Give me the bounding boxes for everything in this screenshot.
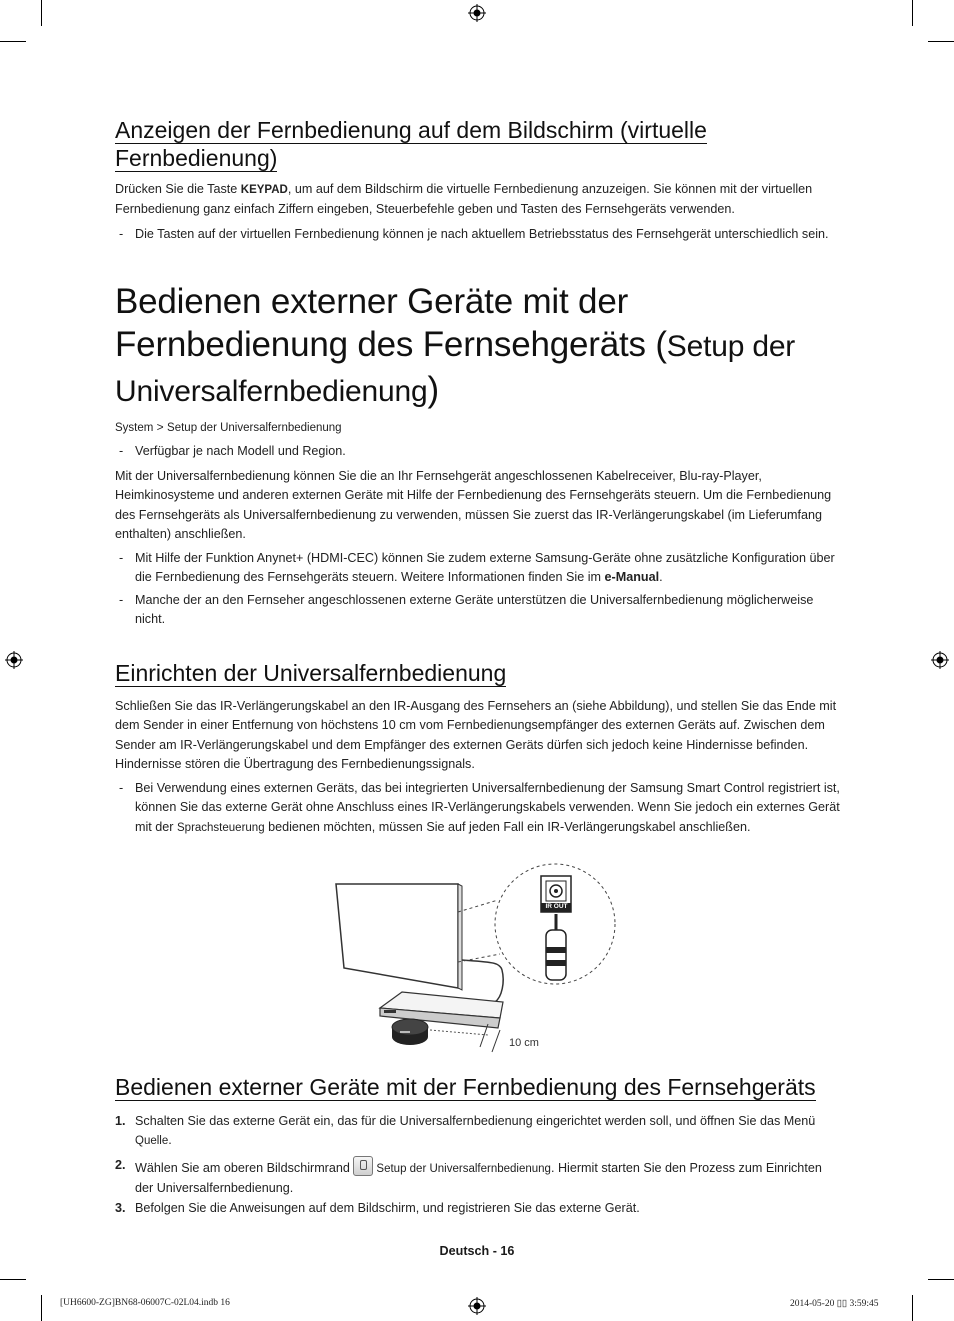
ir-out-label: IR OUT	[545, 903, 568, 910]
note-smart-control: - Bei Verwendung eines externen Geräts, das bei integrierten Universalfernbedienung der Samsung Smart Control registriert ist, können Sie das externe Gerät ohne Anschluss eines IR-Verlängerungskabels verwenden. Wenn Sie jedoch ein externes Gerät mit der Sprachsteuerung bedienen möchten, müssen Sie auf jeden Fall ein IR-Verlängerungskabel anschließen.	[119, 781, 840, 834]
note-availability: - Verfügbar je nach Modell und Region.	[119, 444, 346, 458]
ir-extender-illustration	[330, 862, 620, 1062]
voice-control-term: Sprachsteuerung	[177, 821, 265, 834]
keypad-key: KEYPAD	[240, 184, 288, 196]
menu-path-item: Setup der Universalfernbedienung	[167, 422, 342, 434]
crop-mark	[0, 41, 26, 42]
source-menu-term: Quelle	[135, 1135, 169, 1148]
menu-path-system: System	[115, 422, 154, 434]
note-anynet: - Mit Hilfe der Funktion Anynet+ (HDMI-CEC) können Sie zudem externe Samsung-Geräte ohne zusätzliche Konfiguration über die Fernbedienung des Fernsehgeräts steuern. Weitere Informationen finden Sie im e-Manual.	[119, 551, 835, 585]
paragraph-setup: Schließen Sie das IR-Verlängerungskabel an den IR-Ausgang des Fernsehers an (siehe Abbildung), und stellen Sie das Ende mit dem Sender in einer Entfernung von höchstens 10 cm vom Fernbedienungsempfänger des externen Geräts auf. Zwischen dem Sender am IR-Verlängerungskabel und dem Empfänger des externen Geräts dürfen sich jedoch keine Hindernisse befinden. Hindernisse stören die Übertragung des Fernbedienungssignals.	[115, 699, 837, 771]
registration-mark-icon	[931, 651, 949, 669]
step-3: 3. Befolgen Sie die Anweisungen auf dem Bildschirm, und registrieren Sie das externe Gerät.	[115, 1201, 640, 1215]
ir-blaster-illustration	[392, 1019, 428, 1045]
tv-illustration	[336, 884, 462, 990]
registration-mark-icon	[468, 1297, 486, 1315]
setup-menu-term: Setup der Universalfernbedienung	[376, 1163, 551, 1175]
crop-mark	[41, 0, 42, 26]
universal-remote-setup-icon	[353, 1156, 373, 1176]
distance-label: 10 cm	[509, 1037, 539, 1049]
paragraph-keypad: Drücken Sie die Taste KEYPAD, um auf dem Bildschirm die virtuelle Fernbedienung anzuzeigen. Sie können mit der virtuellen Fernbedienung ganz einfach Ziffern eingeben, Steuerbefehle geben und Tasten des Fernsehgeräts verwenden.	[115, 182, 813, 217]
crop-mark	[928, 41, 954, 42]
crop-mark	[912, 0, 913, 26]
registration-mark-icon	[5, 651, 23, 669]
section-title-universal-remote: Bedienen externer Geräte mit der Fernbedienung des Fernsehgeräts (Setup der Universalfernbedienung)	[115, 282, 796, 409]
note-support: - Manche der an den Fernseher angeschlossenen externe Geräte unterstützen die Universalfernbedienung möglicherweise nicht.	[119, 593, 814, 627]
crop-mark	[41, 1295, 42, 1321]
page-number: Deutsch - 16	[439, 1244, 515, 1258]
section-title-virtual-remote: Anzeigen der Fernbedienung auf dem Bildschirm (virtuelle Fernbedienung)	[115, 117, 707, 171]
section-title-setup: Einrichten der Universalfernbedienung	[115, 660, 507, 686]
step-2: 2. Wählen Sie am oberen Bildschirmrand Setup der Universalfernbedienung. Hiermit starten Sie den Prozess zum Einrichten der Universalfernbedienung.	[115, 1158, 822, 1196]
menu-path: System > Setup der Universalfernbedienung	[115, 420, 342, 434]
section-title-operate: Bedienen externer Geräte mit der Fernbedienung des Fernsehgeräts	[115, 1074, 816, 1100]
paragraph-universal-remote: Mit der Universalfernbedienung können Sie die an Ihr Fernsehgerät angeschlossenen Kabelreceiver, Blu-ray-Player, Heimkinosysteme und anderen externen Geräte mit Hilfe der Fernbedienung des Fernsehgeräts steuern. Um die Fernbedienung des Fernsehgeräts als Universalfernbedienung zu verwenden, müssen Sie zuerst das IR-Verlängerungskabel (im Lieferumfang enthalten) anschließen.	[115, 469, 832, 541]
crop-mark	[928, 1279, 954, 1280]
e-manual-link: e-Manual	[604, 570, 660, 585]
step-1: 1. Schalten Sie das externe Gerät ein, das für die Universalfernbedienung eingerichtet werden soll, und öffnen Sie das Menü Quelle.	[115, 1114, 816, 1148]
imprint-left: [UH6600-ZG]BN68-06007C-02L04.indb 16	[60, 1298, 230, 1308]
registration-mark-icon	[468, 4, 486, 22]
note-virtual-keys: - Die Tasten auf der virtuellen Fernbedienung können je nach aktuellem Betriebsstatus des Fernsehgerät unterschiedlich sein.	[119, 227, 829, 241]
imprint-right: 2014-05-20 ▯▯ 3:59:45	[790, 1299, 879, 1309]
ir-cable	[462, 960, 503, 1002]
crop-mark	[912, 1295, 913, 1321]
crop-mark	[0, 1279, 26, 1280]
